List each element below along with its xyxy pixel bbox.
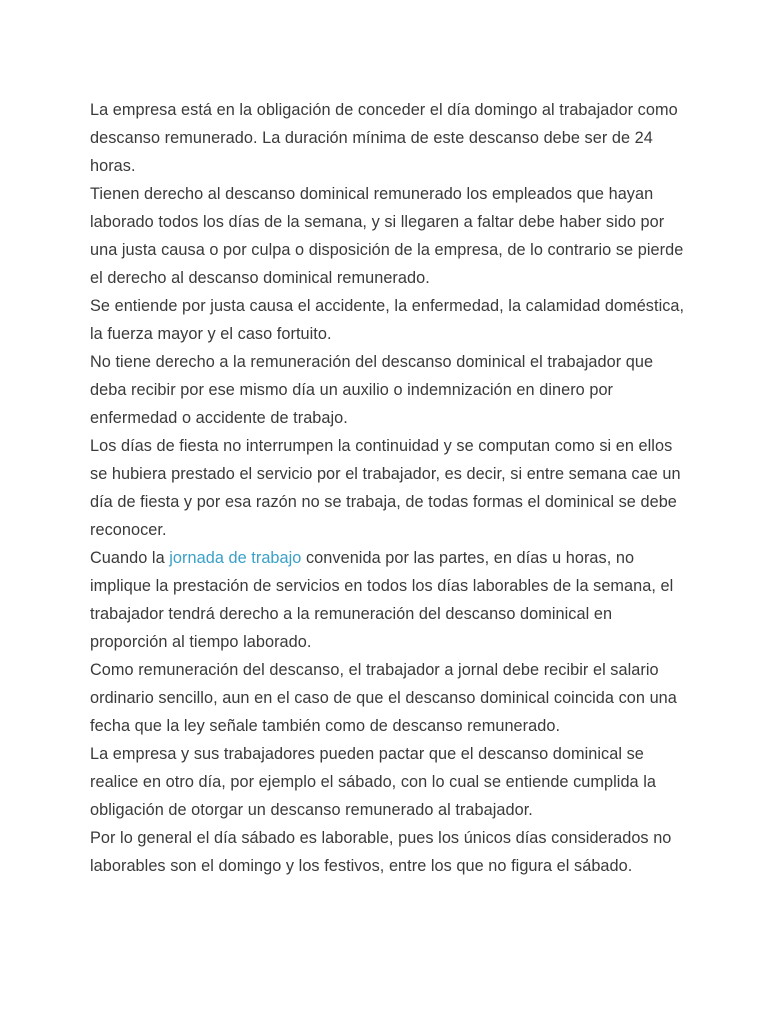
document-body — [90, 96, 690, 880]
paragraph-right-to-rest: Tienen derecho al descanso dominical remunerado los empleados que hayan laborado todos los días de la semana, y si llegaren a faltar debe haber sido por una justa causa o por culpa o disposición de la empresa, de lo contrario se pierde el derecho al descanso dominical remunerado. — [90, 185, 684, 287]
paragraph-work-schedule-before: Cuando la — [90, 549, 170, 567]
paragraph-saturday: Por lo general el día sábado es laborable, pues los únicos días considerados no laborables son el domingo y los festivos, entre los que no figura el sábado. — [90, 829, 672, 875]
paragraph-no-remuneration: No tiene derecho a la remuneración del descanso dominical el trabajador que deba recibir por ese mismo día un auxilio o indemnización en dinero por enfermedad o accidente de trabajo. — [90, 353, 654, 427]
jornada-de-trabajo-link[interactable]: jornada de trabajo — [169, 549, 302, 567]
paragraph-rest-remuneration: Como remuneración del descanso, el trabajador a jornal debe recibir el salario ordinario sencillo, aun en el caso de que el descanso dominical coincida con una fecha que la ley señale también como de descanso remunerado. — [90, 661, 677, 735]
paragraph-holidays: Los días de fiesta no interrumpen la continuidad y se computan como si en ellos se hubiera prestado el servicio por el trabajador, es decir, si entre semana cae un día de fiesta y por esa razón no se trabaja, de todas formas el dominical se debe reconocer. — [90, 437, 681, 539]
paragraph-work-schedule — [90, 544, 690, 656]
paragraph-just-cause: Se entiende por justa causa el accidente, la enfermedad, la calamidad doméstica, la fuerza mayor y el caso fortuito. — [90, 297, 685, 343]
paragraph-agreement: La empresa y sus trabajadores pueden pactar que el descanso dominical se realice en otro día, por ejemplo el sábado, con lo cual se entiende cumplida la obligación de otorgar un descanso remunerado al trabajador. — [90, 745, 657, 819]
paragraph-work-schedule-after: convenida por las partes, en días u horas, no implique la prestación de servicios en todos los días laborables de la semana, el trabajador tendrá derecho a la remuneración del descanso dominical en proporción al tiempo laborado. — [90, 549, 674, 651]
paragraph-sunday-obligation: La empresa está en la obligación de conceder el día domingo al trabajador como descanso remunerado. La duración mínima de este descanso debe ser de 24 horas. — [90, 101, 678, 175]
